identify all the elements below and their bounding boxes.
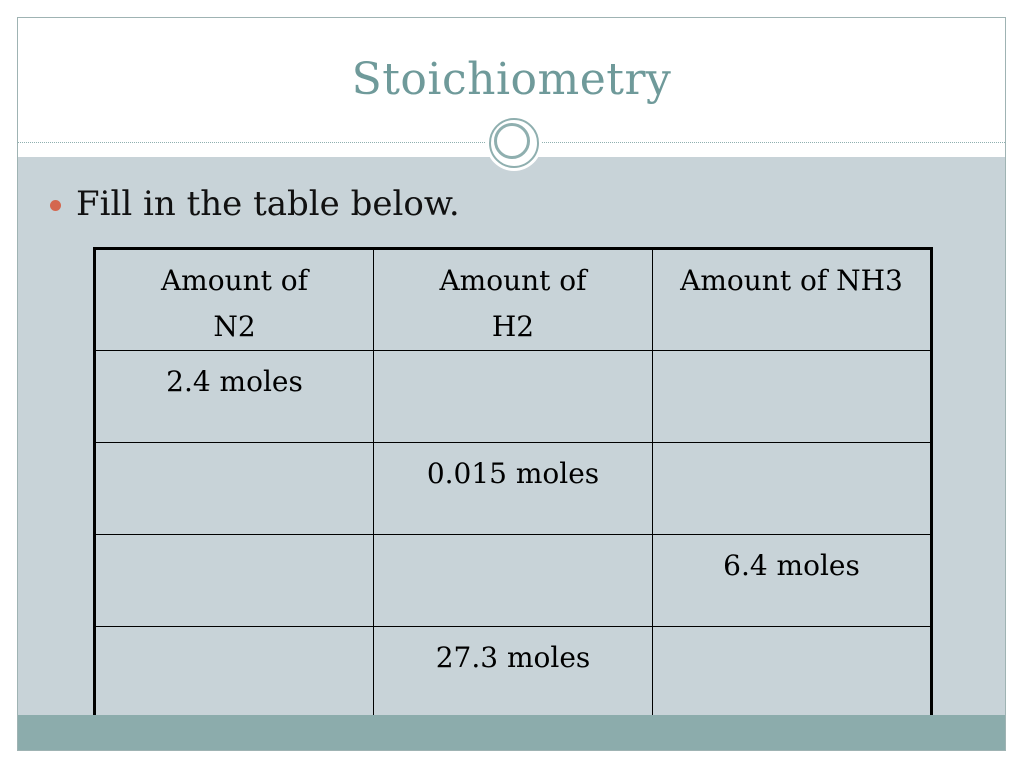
header-nh3	[653, 249, 932, 351]
table-cell: 0.015 moles	[374, 443, 653, 535]
bullet-text: Fill in the table below.	[76, 184, 460, 224]
header-n2-line1: Amount of	[160, 264, 309, 297]
table-cell: 2.4 moles	[95, 351, 374, 443]
table-cell	[653, 443, 932, 535]
footer-bar	[18, 715, 1005, 750]
header-h2	[374, 249, 653, 351]
table-cell	[95, 443, 374, 535]
table-cell: 27.3 moles	[374, 627, 653, 720]
table-row	[95, 443, 932, 535]
table-cell	[653, 627, 932, 720]
table-cell: 6.4 moles	[653, 535, 932, 627]
slide-title: Stoichiometry	[351, 54, 672, 105]
table-cell	[95, 535, 374, 627]
table-row	[95, 535, 932, 627]
header-h2-line2: H2	[491, 310, 535, 343]
table-row	[95, 627, 932, 720]
header-nh3-line1: Amount of NH3	[680, 264, 903, 297]
header-h2-line1: Amount of	[439, 264, 587, 297]
table-header-row	[95, 249, 932, 351]
table-cell	[374, 351, 653, 443]
bullet-dot-icon	[50, 200, 61, 211]
circle-ornament-inner	[494, 123, 530, 159]
header-n2-line2: N2	[213, 310, 256, 343]
bullet-item	[50, 184, 460, 224]
table-cell	[653, 351, 932, 443]
table-row	[95, 351, 932, 443]
table-cell	[95, 627, 374, 720]
header-n2	[95, 249, 374, 351]
table-cell	[374, 535, 653, 627]
slide	[17, 17, 1006, 751]
stoichiometry-table	[93, 247, 933, 721]
